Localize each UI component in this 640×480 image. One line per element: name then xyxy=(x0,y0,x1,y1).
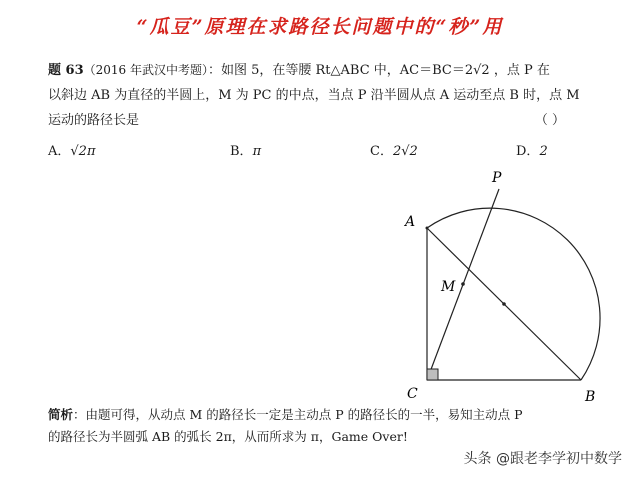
analysis-section xyxy=(48,404,593,448)
point-m xyxy=(461,282,465,286)
label-c: C xyxy=(407,386,418,402)
choice-letter: D． xyxy=(516,144,540,159)
label-p: P xyxy=(492,170,502,186)
analysis-line-1 xyxy=(48,404,593,426)
choice-d xyxy=(516,140,548,159)
problem-line-1 xyxy=(48,58,603,83)
point-midpoint-ab xyxy=(502,302,506,306)
problem-id: 题 63 xyxy=(48,63,84,78)
problem-line-2: 以斜边 AB 为直径的半圆上，M 为 PC 的中点，当点 P 沿半圆从点 A 运动至点 B 时，点 M xyxy=(48,88,580,103)
choice-b xyxy=(230,140,261,159)
analysis-label: 简析 xyxy=(48,407,74,422)
problem-statement xyxy=(48,58,603,133)
point-a xyxy=(426,227,429,230)
choice-text: 2 xyxy=(539,144,548,159)
label-a: A xyxy=(405,214,416,230)
answer-choices xyxy=(48,140,608,162)
watermark: 头条 @跟老李学初中数学 xyxy=(463,451,622,467)
choice-letter: B． xyxy=(230,144,253,159)
analysis-text-1: ：由题可得，从动点 M 的路径长一定是主动点 P 的路径长的一半，易知主动点 P xyxy=(73,407,523,422)
choice-text: 2√2 xyxy=(392,144,418,159)
label-b: B xyxy=(585,389,596,405)
geometry-figure xyxy=(395,165,625,405)
problem-line-3: 运动的路径长是 xyxy=(48,113,140,128)
right-angle-marker xyxy=(427,369,438,380)
page-title: “瓜豆”原理在求路径长问题中的“秒”用 xyxy=(136,16,504,38)
choice-text: √2π xyxy=(70,144,96,159)
label-m: M xyxy=(441,279,456,295)
answer-parentheses: （ ） xyxy=(534,113,565,128)
problem-text-1: ：如图 5，在等腰 Rt△ABC 中，AC＝BC＝2√2 ，点 P 在 xyxy=(207,63,550,78)
choice-letter: A． xyxy=(48,144,71,159)
analysis-line-2: 的路径长为半圆弧 AB 的弧长 2π，从而所求为 π，Game Over! xyxy=(48,429,408,444)
choice-c xyxy=(370,140,418,159)
choice-a xyxy=(48,140,96,159)
choice-text: π xyxy=(252,144,262,159)
problem-source: （2016 年武汉中考题） xyxy=(83,63,208,77)
choice-letter: C． xyxy=(370,144,393,159)
